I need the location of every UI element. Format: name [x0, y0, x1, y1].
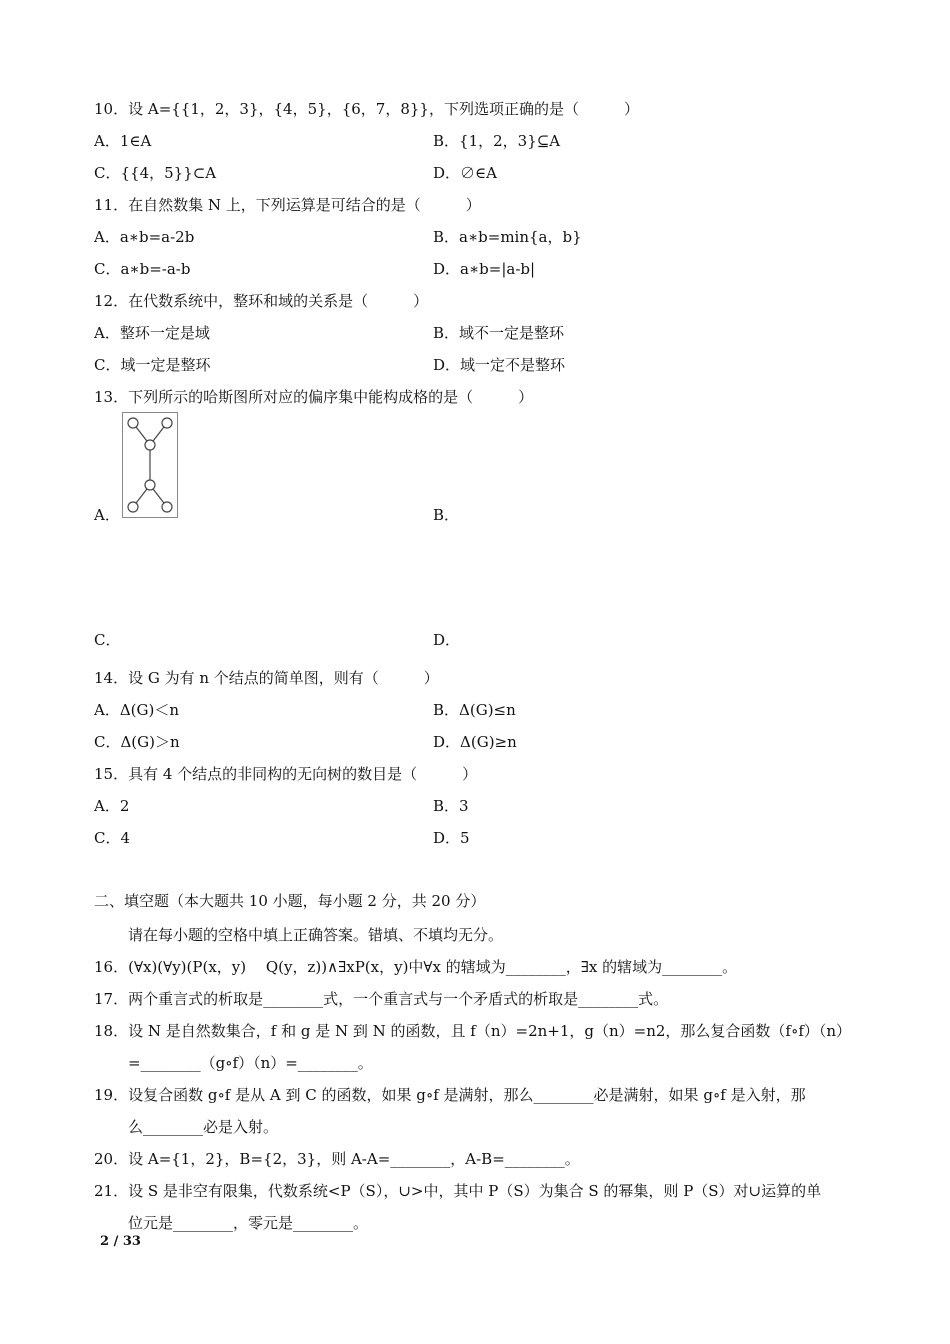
q10-stem: 10．设 A={{1，2，3}，{4，5}，{6，7，8}}，下列选项正确的是（ ） [94, 100, 639, 118]
hasse-diagram-a [122, 412, 178, 518]
q14-stem: 14．设 G 为有 n 个结点的简单图，则有（ ） [94, 669, 439, 687]
q18-text: 18．设 N 是自然数集合，f 和 g 是 N 到 N 的函数，且 f（n）=2n+1，g（n）=n2，那么复合函数（f∘f）（n） [94, 1022, 852, 1040]
q13-option-d: D． [433, 631, 461, 649]
q12-stem: 12．在代数系统中，整环和域的关系是（ ） [94, 292, 429, 310]
q21-text: 21．设 S 是非空有限集，代数系统<P（S），∪>中，其中 P（S）为集合 S 的幂集，则 P（S）对∪运算的单 [94, 1182, 822, 1200]
q10-option-a: A．1∈A [94, 132, 152, 150]
hasse-diagram-svg [123, 413, 177, 517]
q10-option-d: D．∅∈A [433, 164, 497, 182]
q12-option-c: C．域一定是整环 [94, 356, 211, 374]
q18-text-cont: =________（g∘f）（n）=________。 [128, 1054, 373, 1072]
hasse-node [145, 480, 155, 490]
q15-stem: 15．具有 4 个结点的非同构的无向树的数目是（ ） [94, 765, 478, 783]
q21-text-cont: 位元是________，零元是________。 [128, 1214, 369, 1232]
q11-stem: 11．在自然数集 N 上，下列运算是可结合的是（ ） [94, 196, 481, 214]
hasse-node [162, 502, 172, 512]
q14-option-c: C．Δ(G)＞n [94, 733, 180, 751]
q12-option-d: D．域一定不是整环 [433, 356, 566, 374]
q12-option-b: B．域不一定是整环 [433, 324, 565, 342]
section-heading: 二、填空题（本大题共 10 小题，每小题 2 分，共 20 分） [94, 892, 486, 910]
q10-option-b: B．{1，2，3}⊆A [433, 132, 561, 150]
q13-option-c: C． [94, 631, 121, 649]
q14-option-a: A．Δ(G)＜n [94, 701, 180, 719]
q15-option-d: D．5 [433, 829, 470, 847]
q16-text: 16．(∀x)(∀y)(P(x，y) Q(y，z))∧∃xP(x，y)中∀x 的辖域为________，∃x 的辖域为________。 [94, 958, 738, 976]
hasse-node [128, 418, 138, 428]
q13-option-a: A． [94, 506, 120, 524]
q10-option-c: C．{{4，5}}⊂A [94, 164, 217, 182]
q14-option-b: B．Δ(G)≤n [433, 701, 516, 719]
q13-option-b: B． [433, 506, 460, 524]
q15-option-c: C．4 [94, 829, 131, 847]
q15-option-a: A．2 [94, 797, 130, 815]
q19-text-cont: 么________必是入射。 [128, 1118, 279, 1136]
q19-text: 19．设复合函数 g∘f 是从 A 到 C 的函数，如果 g∘f 是满射，那么________必是满射，如果 g∘f 是入射，那 [94, 1086, 806, 1104]
q11-option-b: B．a∗b=min{a，b} [433, 228, 582, 246]
page-number: 2 / 33 [100, 1234, 141, 1249]
section-instruction: 请在每小题的空格中填上正确答案。错填、不填均无分。 [128, 926, 504, 944]
hasse-node [145, 440, 155, 450]
q11-option-a: A．a∗b=a-2b [94, 228, 195, 246]
q12-option-a: A．整环一定是域 [94, 324, 210, 342]
hasse-node [128, 502, 138, 512]
q20-text: 20．设 A={1，2}，B={2，3}，则 A-A=________，A-B=________。 [94, 1150, 580, 1168]
hasse-node [162, 418, 172, 428]
q15-option-b: B．3 [433, 797, 469, 815]
q11-option-c: C．a∗b=-a-b [94, 260, 191, 278]
q17-text: 17．两个重言式的析取是________式，一个重言式与一个矛盾式的析取是________式。 [94, 990, 669, 1008]
q14-option-d: D．Δ(G)≥n [433, 733, 517, 751]
q11-option-d: D．a∗b=|a-b| [433, 260, 536, 278]
q13-stem: 13．下列所示的哈斯图所对应的偏序集中能构成格的是（ ） [94, 388, 534, 406]
